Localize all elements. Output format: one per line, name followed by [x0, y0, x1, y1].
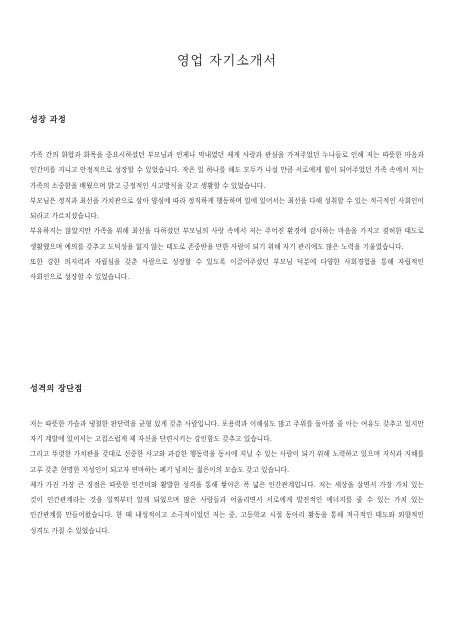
paragraph: 부유하지는 않았지만 가족을 위해 최선을 다하셨던 부모님의 사랑 속에서 저는 주어진 환경에 감사하는 마음을 가지고 겸허한 태도로 생활했으며 예의를 갖추고 도덕성을 잃지 않는 태도로 존중받을 만한 사람이 되기 위해 자기 관리에도 많은 노력을 기울였습니다. — [30, 227, 424, 251]
section-body-growth — [30, 148, 424, 286]
paragraph: 또한 강한 의지력과 자립심을 갖춘 사람으로 성장할 수 있도록 이끌어주셨던 부모님 덕분에 다양한 사회경험을 통해 자립적인 사회인으로 성장할 수 있었습니다. — [30, 258, 424, 282]
paragraph: 제가 가진 가장 큰 장점은 따뜻한 인간미와 활발한 성격을 통해 쌓아온 폭 넓은 인간관계입니다. 저는 세상을 살면서 가장 가치 있는 것이 인간관계라는 것을 일찍부터 알게 되었으며 많은 사람들과 어울리면서 서로에게 발전적인 에너지를 줄 수 있는 가치 있는 인간관계를 만들어왔습니다. 한 때 내성적이고 소극적이었던 저는 중, 고등학교 시절 동아리 활동을 통해 적극적인 태도와 외향적인 성격도 가질 수 있었습니다. — [30, 480, 424, 535]
paragraph: 저는 따뜻한 가슴과 냉철한 판단력을 균형 있게 갖춘 사람입니다. 포용력과 이해심도 많고 주위를 돌아볼 줄 아는 여유도 갖추고 있지만 자기 계발에 있어서는 고집스럽게 제 자신을 단련시키는 강인함도 갖추고 있습니다. — [30, 419, 424, 443]
paragraph: 가족 간의 화합과 화목을 중요시하셨던 부모님과 언제나 막내였던 제게 사랑과 관심을 가져주었던 누나들로 인해 저는 따뜻한 마음과 인간미를 지니고 안정적으로 성장할 수 있었습니다. 작은 일 하나를 해도 모두가 나설 만큼 서로에게 힘이 되어주었던 가족 속에서 저는 가족의 소중함을 배웠으며 밝고 긍정적인 사고방식을 갖고 생활할 수 있었습니다. — [30, 151, 424, 190]
section-body-personality — [30, 417, 424, 539]
paragraph: 그리고 뚜렷한 가치관을 갖대로 신중한 사고와 과감한 행동력을 동시에 지닐 수 있는 사람이 되기 위해 노력하고 있으며 지식과 지혜를 고루 갖춘 현명한 지성인이 되고자 연마하는 폐기 넘치는 젊은이의 모습도 갖고 있습니다. — [30, 450, 424, 474]
document-title: 영업 자기소개서 — [176, 54, 278, 69]
section-heading-growth: 성장 과정 — [30, 114, 67, 124]
section-heading-personality: 성격의 장단점 — [30, 382, 83, 393]
paragraph: 부모님은 정직과 최선을 가치관으로 삼아 양심에 따라 정직하게 행동하며 일에 있어서는 최선을 다해 성취할 수 있는 적극적인 사회인이 되라고 가르치셨습니다. — [30, 196, 424, 221]
